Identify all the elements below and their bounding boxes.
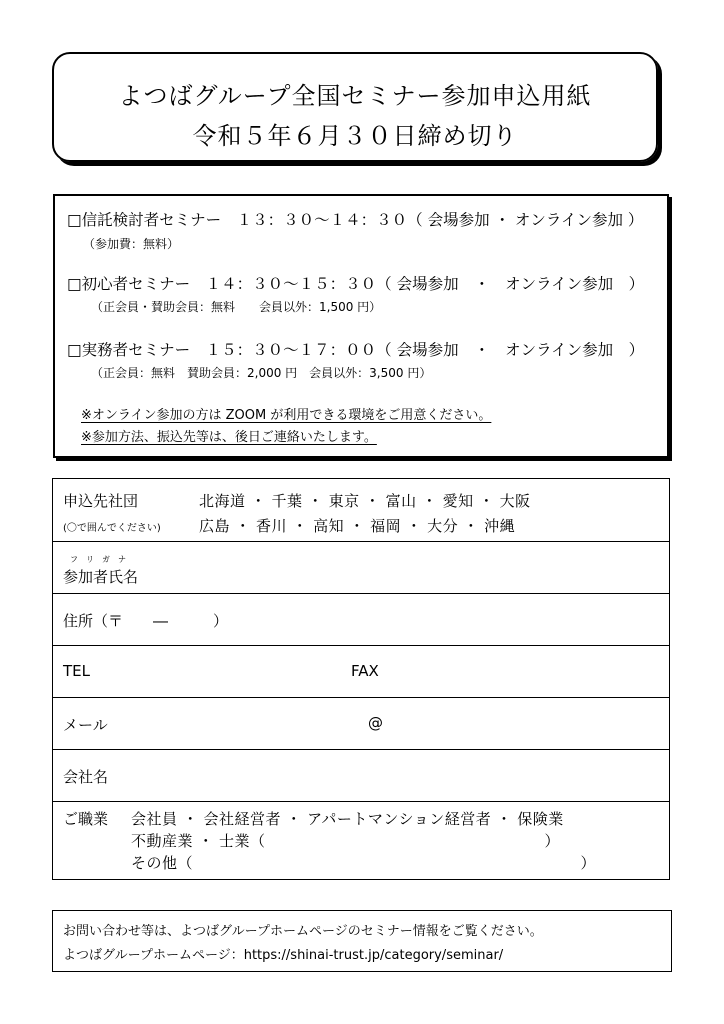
region-list-1[interactable]: 北海道 ・ 千葉 ・ 東京 ・ 富山 ・ 愛知 ・ 大阪 [199,492,531,510]
phone-row[interactable] [53,646,669,698]
name-ruby: フ リ ガ ナ [70,555,126,564]
seminar-trust-option[interactable]: □信託検討者セミナー １３：３０〜１４：３０（ 会場参加 ・ オンライン参加 ） [67,211,644,229]
at-sign: @ [368,714,383,732]
info-box [52,910,672,972]
info-text: お問い合わせ等は、よつばグループホームページのセミナー情報をご覧ください。 [63,924,543,939]
deadline: 令和５年６月３０日締め切り [192,122,518,150]
seminar-trust-fee: （参加費：無料） [83,237,180,251]
job-options-1[interactable]: 会社員 ・ 会社経営者 ・ アパートマンション経営者 ・ 保険業 [131,810,564,828]
org-label: 申込先社団 [63,492,139,510]
seminar-practitioner-fee: （正会員：無料 賛助会員：2,000 円 会員以外：3,500 円） [91,366,432,380]
online-note: ※オンライン参加の方は ZOOM が利用できる環境をご用意ください。 [81,408,492,423]
seminar-list [53,194,669,458]
page-title: よつばグループ全国セミナー参加申込用紙 [118,82,592,110]
tel-label: TEL [63,662,90,680]
mail-label: メール [63,716,108,734]
address-label: 住所（〒 ― ） [63,612,229,630]
name-row[interactable] [53,542,669,594]
fax-label: FAX [351,662,379,680]
seminar-practitioner-option[interactable]: □実務者セミナー １５：３０〜１７：００（ 会場参加 ・ オンライン参加 ） [67,341,645,359]
address-row[interactable] [53,594,669,646]
org-hint: (〇で囲んでください) [63,523,161,534]
job-options-3[interactable]: その他（ ） [131,854,597,872]
job-label: ご職業 [63,810,109,828]
region-list-2[interactable]: 広島 ・ 香川 ・ 高知 ・ 福岡 ・ 大分 ・ 沖縄 [199,517,516,535]
mail-row[interactable] [53,698,669,750]
seminar-beginner-option[interactable]: □初心者セミナー １４：３０〜１５：３０（ 会場参加 ・ オンライン参加 ） [67,275,645,293]
name-label: 参加者氏名 [63,568,139,586]
job-row [53,802,669,881]
job-options-2[interactable]: 不動産業 ・ 士業（ ） [131,832,561,850]
payment-note: ※参加方法、振込先等は、後日ご連絡いたします。 [81,430,377,445]
homepage-link[interactable]: よつばグループホームページ：https://shinai-trust.jp/category/seminar/ [63,948,504,963]
company-row[interactable] [53,750,669,802]
company-label: 会社名 [63,768,109,786]
seminar-beginner-fee: （正会員・賛助会員：無料 会員以外：1,500 円） [91,300,382,314]
title-box [52,52,658,162]
application-form [52,478,670,880]
org-row [53,479,669,542]
